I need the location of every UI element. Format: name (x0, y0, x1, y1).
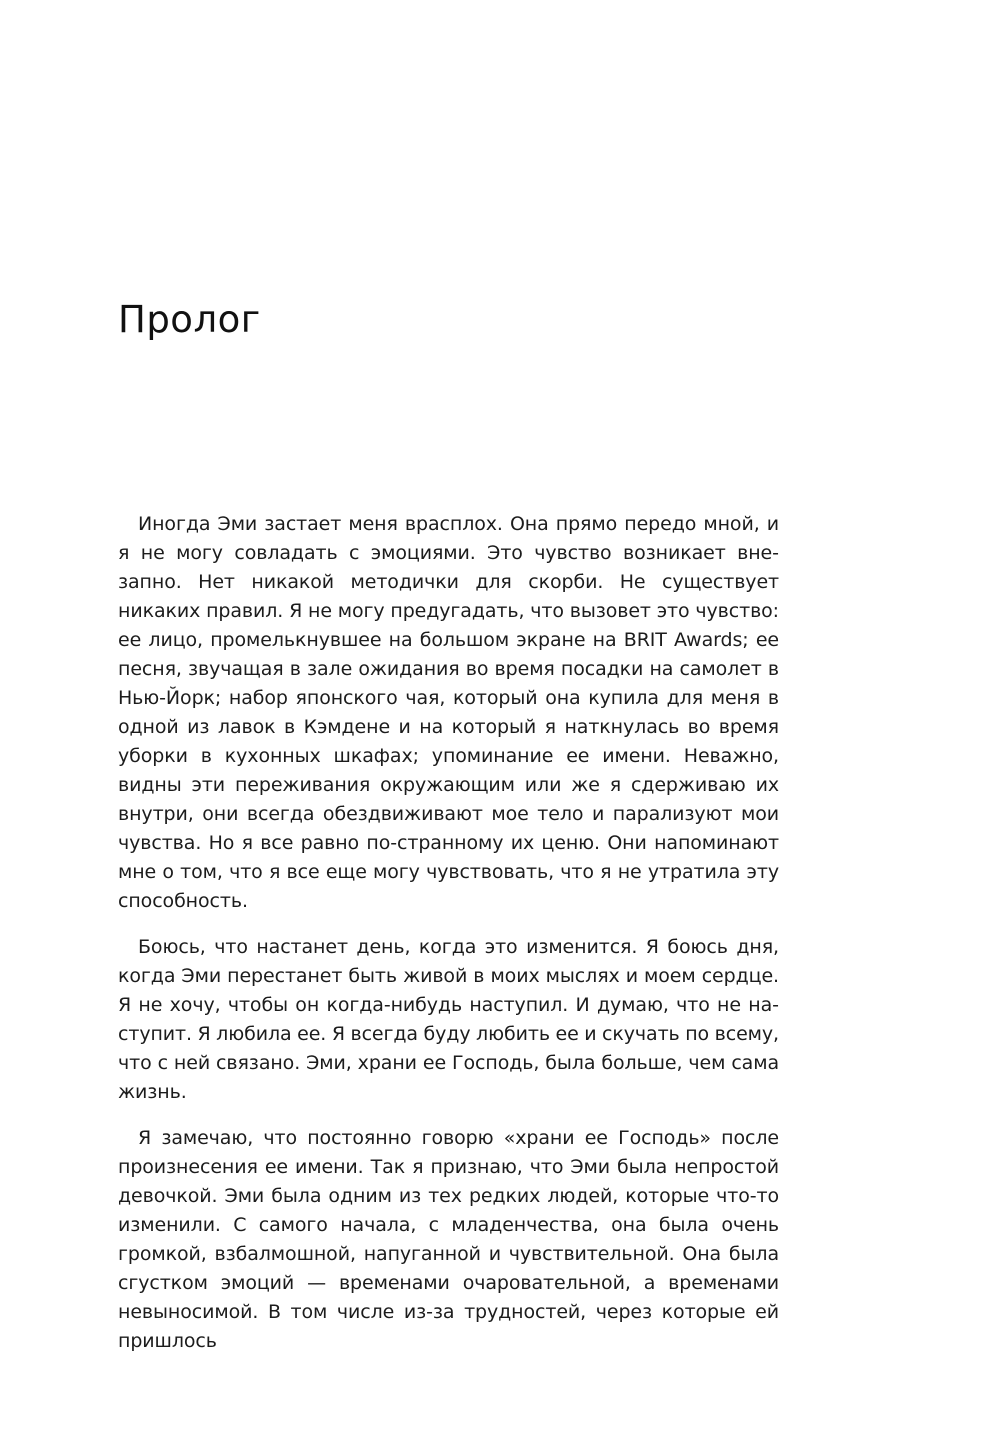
chapter-body (118, 510, 779, 1356)
paragraph-2: Боюсь, что настанет день, когда это изменится. Я боюсь дня, когда Эми перестанет быть живой в моих мыслях и моем сердце. Я не хочу, чтобы он когда-нибудь наступил. И думаю, что не наступит. Я любила ее. Я всегда буду любить ее и скучать по всему, что с ней связано. Эми, храни ее Господь, была больше, чем сама жизнь. (118, 936, 779, 1103)
paragraph-3: Я замечаю, что постоянно говорю «храни ее Господь» после произнесения ее имени. Так я признаю, что Эми была непростой девочкой. Эми была одним из тех редких людей, которые что-то изменили. С самого начала, с младенчества, она была очень громкой, взбалмошной, напуганной и чувствительной. Она была сгустком эмоций — временами очаровательной, а временами невыносимой. В том числе из-за трудностей, через которые ей пришлось (118, 1127, 779, 1352)
paragraph-1: Иногда Эми застает меня врасплох. Она прямо передо мной, и я не могу совладать с эмоциями. Это чувство возникает внезапно. Нет никакой методички для скорби. Не существует никаких правил. Я не могу предугадать, что вызовет это чувство: ее лицо, промелькнувшее на большом экране на BRIT Awards; ее песня, звучащая в зале ожидания во время посадки на самолет в Нью-Йорк; набор японского чая, который она купила для меня в одной из лавок в Кэмдене и на который я наткнулась во время уборки в кухонных шкафах; упоминание ее имени. Неважно, видны эти переживания окружающим или же я сдерживаю их внутри, они всегда обездвиживают мое тело и парализуют мои чувства. Но я все равно по-странному их ценю. Они напоминают мне о том, что я все еще могу чувствовать, что я не утратила эту способность. (118, 513, 779, 912)
chapter-title: Пролог (118, 298, 261, 341)
